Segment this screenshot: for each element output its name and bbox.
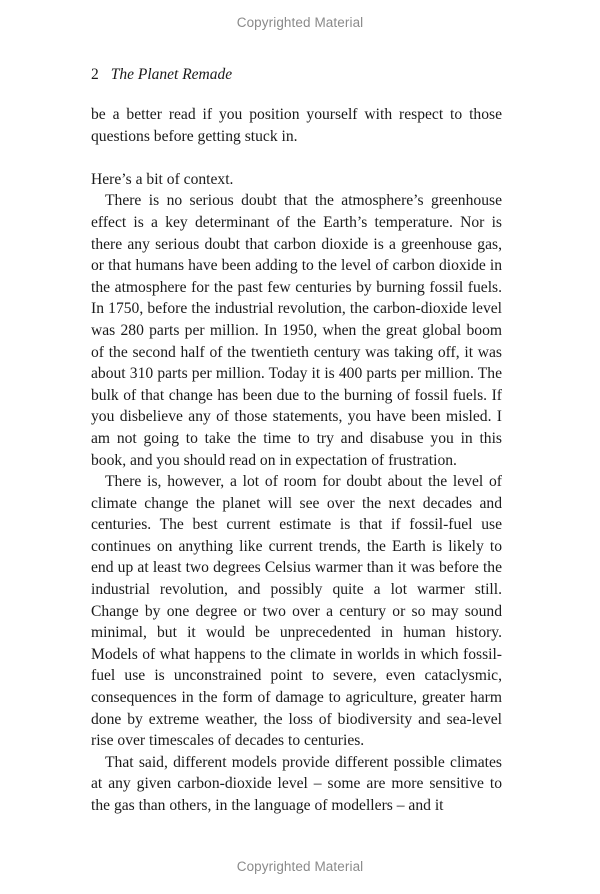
book-title: The Planet Remade [110, 66, 233, 83]
paragraph-context-intro: Here’s a bit of context. [91, 170, 234, 188]
copyright-watermark-bottom: Copyrighted Material [236, 859, 364, 874]
paragraph-continuation: be a better read if you position yourself with respect to those questions before getting stuck in. [91, 106, 502, 145]
copyright-watermark-top: Copyrighted Material [236, 15, 364, 30]
paragraph-climate-doubt: There is, however, a lot of room for doubt about the level of climate change the planet will see over the next decades and centuries. The best current estimate is that if fossil-fuel use continues on anything like current trends, the Earth is likely to end up at least two degrees Celsius warmer than it was before the industrial revolution, and possibly quite a lot warmer still. Change by one degree or two over a century or so may sound minimal, but it would be unprecedented in human history. Models of what happens to the climate in worlds in which fossil-fuel use is unconstrained point to severe, even cataclysmic, consequences in the form of damage to agriculture, greater harm done by extreme weather, the loss of biodiversity and sea-level rise over timescales of decades to centuries. [91, 473, 502, 750]
paragraph-models: That said, different models provide different possible climates at any given carbon-dioxide level – some are more sensitive to the gas than others, in the language of modellers – and it [91, 753, 502, 814]
running-head [91, 66, 232, 84]
page-number: 2 [91, 66, 99, 83]
paragraph-greenhouse-effect: There is no serious doubt that the atmosphere’s greenhouse effect is a key determinant of the Earth’s temperature. Nor is there any serious doubt that carbon dioxide is a greenhouse gas, or that humans have been adding to the level of carbon dioxide in the atmosphere for the past few centuries by burning fossil fuels. In 1750, before the industrial revolution, the carbon-dioxide level was 280 parts per million. In 1950, when the great global boom of the second half of the twentieth century was taking off, it was about 310 parts per million. Today it is 400 parts per million. The bulk of that change has been due to the burning of fossil fuels. If you disbelieve any of those statements, you have been misled. I am not going to take the time to try and disabuse you in this book, and you should read on in expectation of frustration. [91, 192, 502, 469]
body-text [91, 104, 502, 817]
